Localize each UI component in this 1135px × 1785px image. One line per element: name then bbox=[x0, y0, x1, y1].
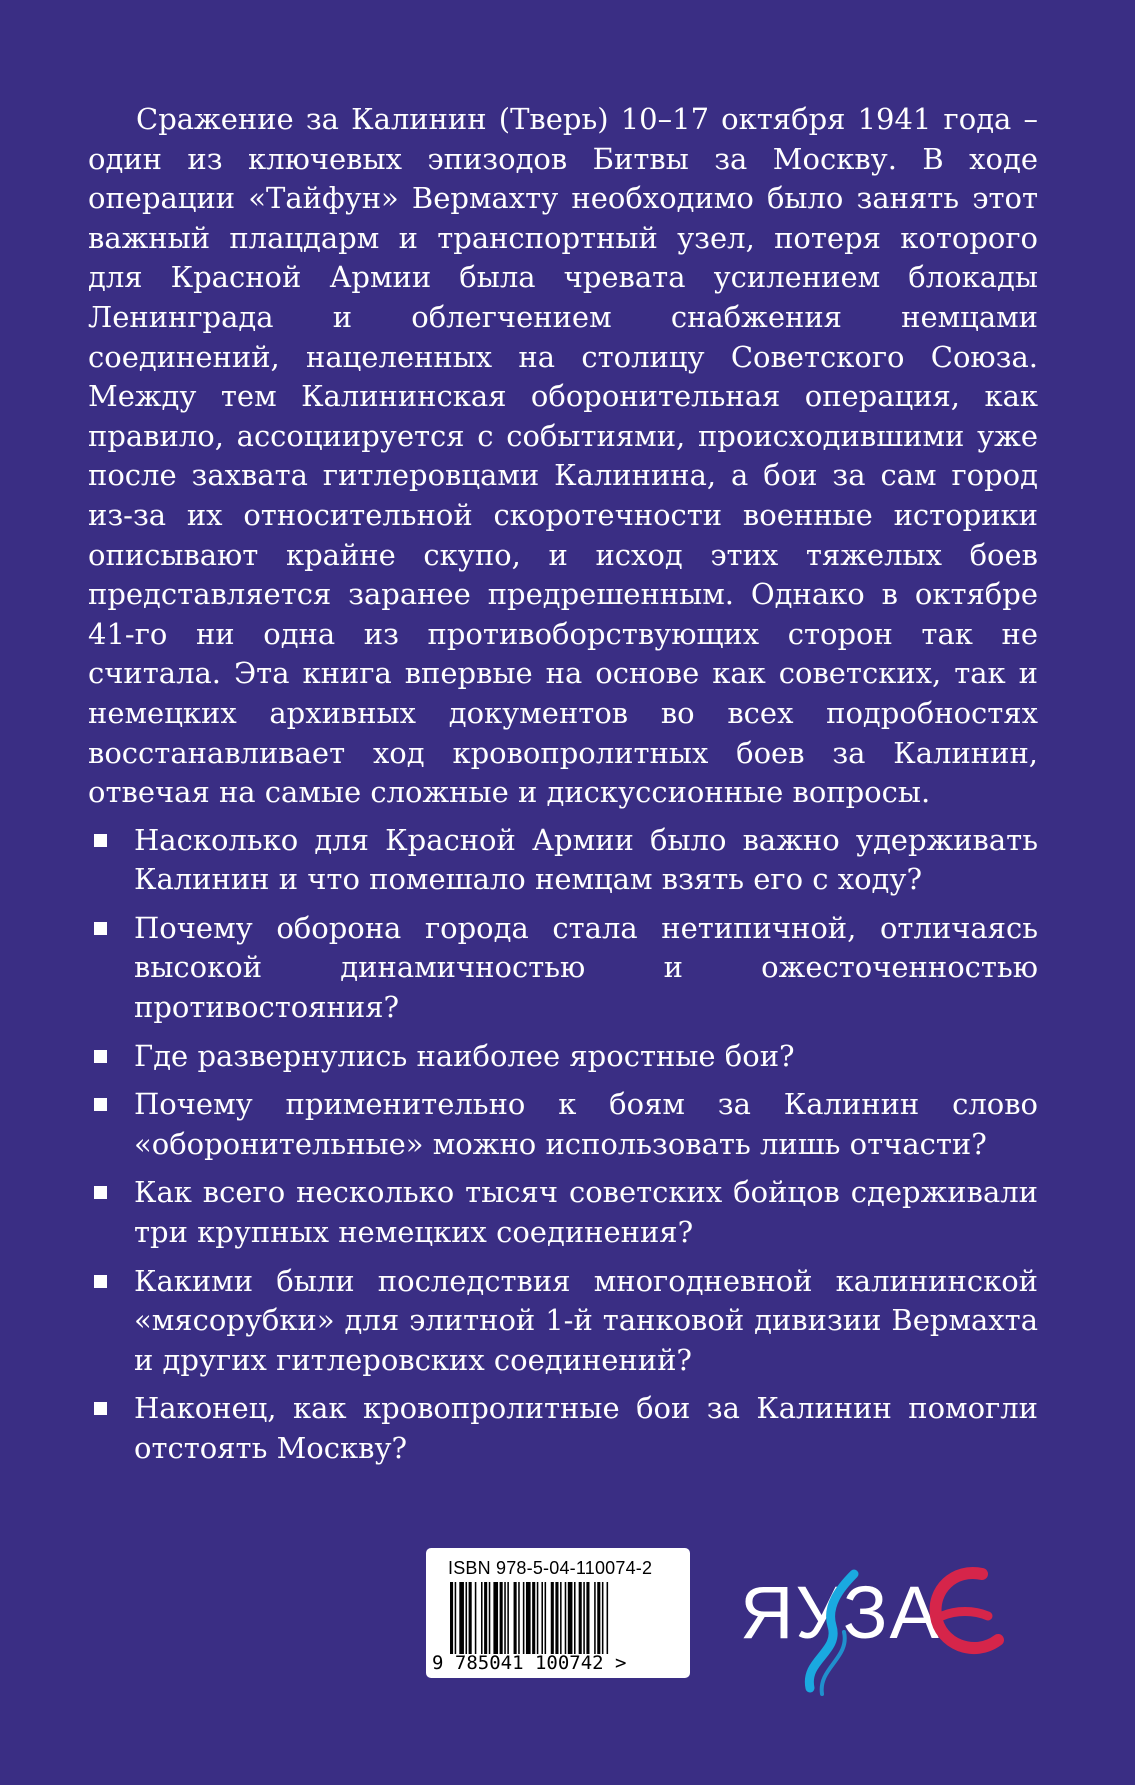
square-bullet-icon bbox=[94, 1186, 107, 1199]
question-text: Почему применительно к боям за Калинин слово «оборонительные» можно использовать лишь отчасти? bbox=[134, 1087, 1038, 1161]
publisher-name: ЯУЗА bbox=[740, 1571, 941, 1654]
square-bullet-icon bbox=[94, 1402, 107, 1415]
red-swirl-icon bbox=[920, 1560, 1010, 1670]
square-bullet-icon bbox=[94, 922, 107, 935]
question-item bbox=[88, 1262, 1038, 1381]
back-cover-text bbox=[88, 100, 1038, 1478]
isbn-label: ISBN 978-5-04-110074-2 bbox=[448, 1558, 653, 1578]
question-text: Как всего несколько тысяч советских бойцов сдерживали три крупных немецких соединения? bbox=[134, 1175, 1038, 1250]
isbn-barcode bbox=[426, 1548, 690, 1678]
question-list bbox=[88, 821, 1038, 1469]
question-item bbox=[88, 1037, 1038, 1077]
question-item bbox=[88, 1085, 1038, 1164]
square-bullet-icon bbox=[94, 1275, 107, 1288]
question-text: Насколько для Красной Армии было важно удерживать Калинин и что помешало немцам взять его с ходу? bbox=[134, 822, 1038, 897]
square-bullet-icon bbox=[94, 1098, 107, 1111]
question-item bbox=[88, 1389, 1038, 1468]
barcode-digits: 9 785041 100742 > bbox=[432, 1652, 627, 1674]
question-item bbox=[88, 909, 1038, 1028]
question-text: Наконец, как кровопролитные бои за Калинин помогли отстоять Москву? bbox=[134, 1391, 1038, 1465]
publisher-logo bbox=[740, 1548, 1000, 1698]
question-text: Почему оборона города стала нетипичной, отличаясь высокой динамичностью и ожесточенностью противостояния? bbox=[134, 910, 1038, 1025]
square-bullet-icon bbox=[94, 834, 107, 847]
square-bullet-icon bbox=[94, 1050, 107, 1063]
question-text: Где развернулись наиболее яростные бои? bbox=[134, 1038, 795, 1073]
question-item bbox=[88, 821, 1038, 900]
question-item bbox=[88, 1173, 1038, 1252]
question-text: Какими были последствия многодневной калининской «мясорубки» для элитной 1-й танковой дивизии Вермахта и других гитлеровских соединений? bbox=[134, 1263, 1038, 1377]
intro-paragraph: Сражение за Калинин (Тверь) 10–17 октября 1941 года – один из ключевых эпизодов Битвы за Москву. В ходе операции «Тайфун» Вермахту необходимо было занять этот важный плацдарм и транспортный узел, потеря которого для Красной Армии была чревата усилением блокады Ленинграда и облегчением снабжения немцами соединений, нацеленных на столицу Советского Союза. Между тем Калининская оборонительная операция, как правило, ассоциируется с событиями, происходившими уже после захвата гитлеровцами Калинина, а бои за сам город из-за их относительной скоротечности военные историки описывают крайне скупо, и исход этих тяжелых боев представляется заранее предрешенным. Однако в октябре 41-го ни одна из противоборствующих сторон так не считала. Эта книга впервые на основе как советских, так и немецких архивных документов во всех подробностях восстанавливает ход кровопролитных боев за Калинин, отвечая на самые сложные и дискуссионные вопросы. bbox=[88, 102, 1038, 810]
barcode-icon bbox=[448, 1582, 670, 1654]
